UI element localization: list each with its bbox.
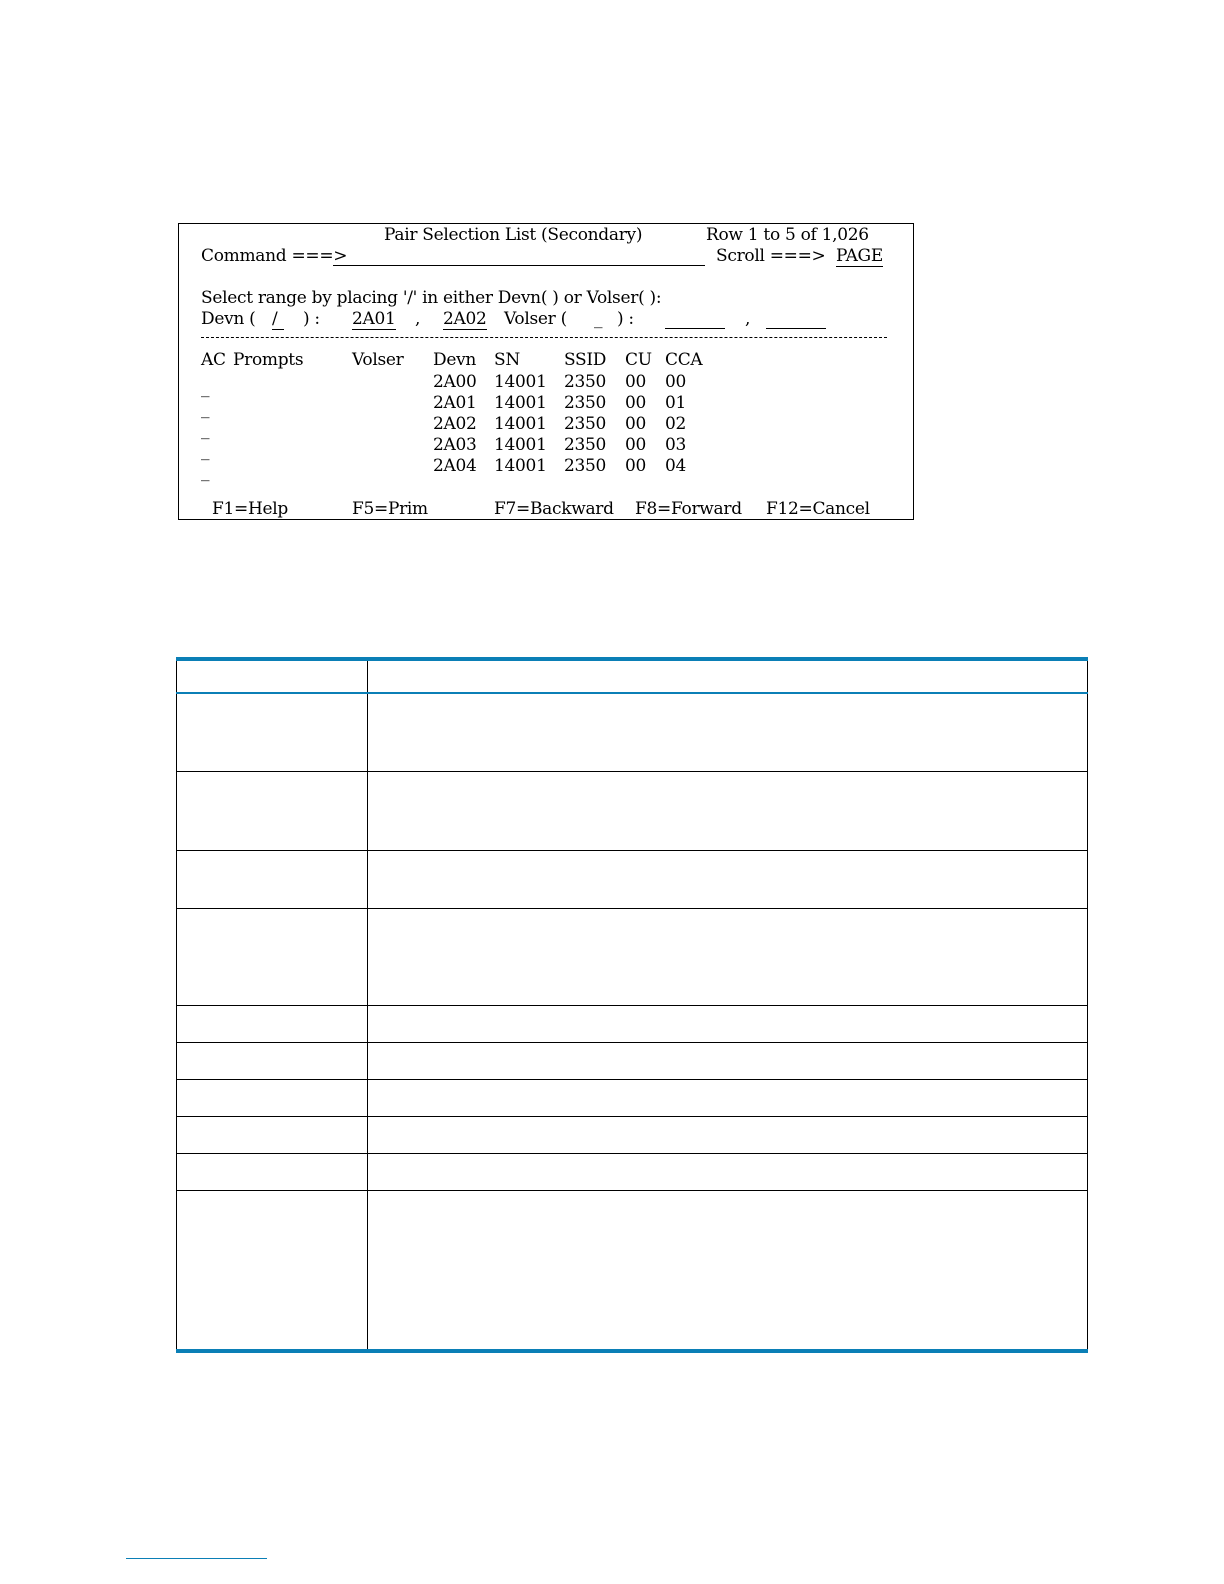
table-row <box>177 850 1088 908</box>
table-cell <box>368 771 1088 850</box>
table-cell <box>177 1153 368 1190</box>
header-devn: Devn <box>433 350 477 370</box>
command-label: Command ===> <box>201 246 348 266</box>
devn-from-field[interactable]: 2A01 <box>352 309 396 329</box>
table-cell <box>368 908 1088 1005</box>
table-cell <box>177 1116 368 1153</box>
header-volser: Volser <box>352 350 404 370</box>
scroll-input[interactable]: PAGE <box>836 246 883 266</box>
row-action-input[interactable]: _ <box>201 399 210 419</box>
table-row <box>177 1079 1088 1116</box>
table-cell <box>368 850 1088 908</box>
volser-from-field[interactable] <box>665 328 725 329</box>
table-cell <box>177 1005 368 1042</box>
pair-selection-screen <box>178 223 914 520</box>
row-devn: 2A01 <box>433 393 477 413</box>
f1-help-key[interactable]: F1=Help <box>212 499 288 519</box>
table-cell <box>368 1042 1088 1079</box>
table-cell <box>177 1079 368 1116</box>
range-instruction: Select range by placing '/' in either Devn( ) or Volser( ): <box>201 288 662 308</box>
table-row <box>177 1042 1088 1079</box>
row-devn: 2A03 <box>433 435 477 455</box>
screen-title: Pair Selection List (Secondary) <box>384 225 643 245</box>
devn-label: Devn ( <box>201 309 256 329</box>
table-cell <box>177 850 368 908</box>
table-row <box>177 1190 1088 1351</box>
devn-close: ) : <box>303 309 320 329</box>
table-cell <box>368 659 1088 693</box>
volser-close: ) : <box>617 309 634 329</box>
table-row <box>177 693 1088 771</box>
table-cell <box>368 693 1088 771</box>
row-devn: 2A02 <box>433 414 477 434</box>
row-action-input[interactable]: _ <box>201 441 210 461</box>
volser-select-field[interactable]: _ <box>594 309 603 329</box>
header-prompts: Prompts <box>233 350 304 370</box>
f5-prim-key[interactable]: F5=Prim <box>352 499 428 519</box>
table-cell <box>368 1153 1088 1190</box>
table-cell <box>177 659 368 693</box>
table-cell <box>368 1190 1088 1351</box>
command-input[interactable] <box>333 265 705 266</box>
table-row <box>177 771 1088 850</box>
table-cell <box>177 693 368 771</box>
f7-backward-key[interactable]: F7=Backward <box>494 499 614 519</box>
row-devn: 2A00 <box>433 372 477 392</box>
row-cca: 01 <box>665 393 687 413</box>
table-row <box>177 1116 1088 1153</box>
row-sn: 14001 <box>494 393 547 413</box>
devn-comma: , <box>415 309 421 329</box>
row-sn: 14001 <box>494 372 547 392</box>
table-header-row <box>177 659 1088 693</box>
footer-rule <box>126 1558 267 1559</box>
table-cell <box>368 1005 1088 1042</box>
header-sn: SN <box>494 350 520 370</box>
table-cell <box>368 1116 1088 1153</box>
separator-line <box>201 337 887 338</box>
row-sn: 14001 <box>494 456 547 476</box>
header-ac: AC <box>201 350 226 370</box>
row-cca: 00 <box>665 372 687 392</box>
table-cell <box>177 771 368 850</box>
table-cell <box>177 1042 368 1079</box>
row-cu: 00 <box>625 456 647 476</box>
devn-select-field[interactable]: / <box>272 309 284 330</box>
table-cell <box>368 1079 1088 1116</box>
table-row <box>177 908 1088 1005</box>
row-ssid: 2350 <box>564 435 607 455</box>
table-row <box>177 1005 1088 1042</box>
row-devn: 2A04 <box>433 456 477 476</box>
f12-cancel-key[interactable]: F12=Cancel <box>766 499 870 519</box>
row-ssid: 2350 <box>564 393 607 413</box>
row-cu: 00 <box>625 435 647 455</box>
row-cu: 00 <box>625 372 647 392</box>
row-sn: 14001 <box>494 435 547 455</box>
row-action-input[interactable]: _ <box>201 462 210 482</box>
header-cu: CU <box>625 350 652 370</box>
field-description-table <box>176 657 1088 1353</box>
row-cca: 04 <box>665 456 687 476</box>
table-cell <box>177 1190 368 1351</box>
f8-forward-key[interactable]: F8=Forward <box>635 499 742 519</box>
scroll-label: Scroll ===> <box>716 246 826 266</box>
row-cu: 00 <box>625 414 647 434</box>
volser-comma: , <box>745 309 751 329</box>
row-cca: 02 <box>665 414 687 434</box>
row-info: Row 1 to 5 of 1,026 <box>706 225 869 245</box>
table-row <box>177 1153 1088 1190</box>
table-cell <box>177 908 368 1005</box>
volser-label: Volser ( <box>504 309 567 329</box>
header-cca: CCA <box>665 350 703 370</box>
row-ssid: 2350 <box>564 456 607 476</box>
row-cca: 03 <box>665 435 687 455</box>
volser-to-field[interactable] <box>766 328 826 329</box>
row-action-input[interactable]: _ <box>201 420 210 440</box>
header-ssid: SSID <box>564 350 607 370</box>
row-ssid: 2350 <box>564 414 607 434</box>
devn-to-field[interactable]: 2A02 <box>443 309 487 329</box>
row-sn: 14001 <box>494 414 547 434</box>
row-cu: 00 <box>625 393 647 413</box>
row-ssid: 2350 <box>564 372 607 392</box>
row-action-input[interactable]: _ <box>201 378 210 398</box>
